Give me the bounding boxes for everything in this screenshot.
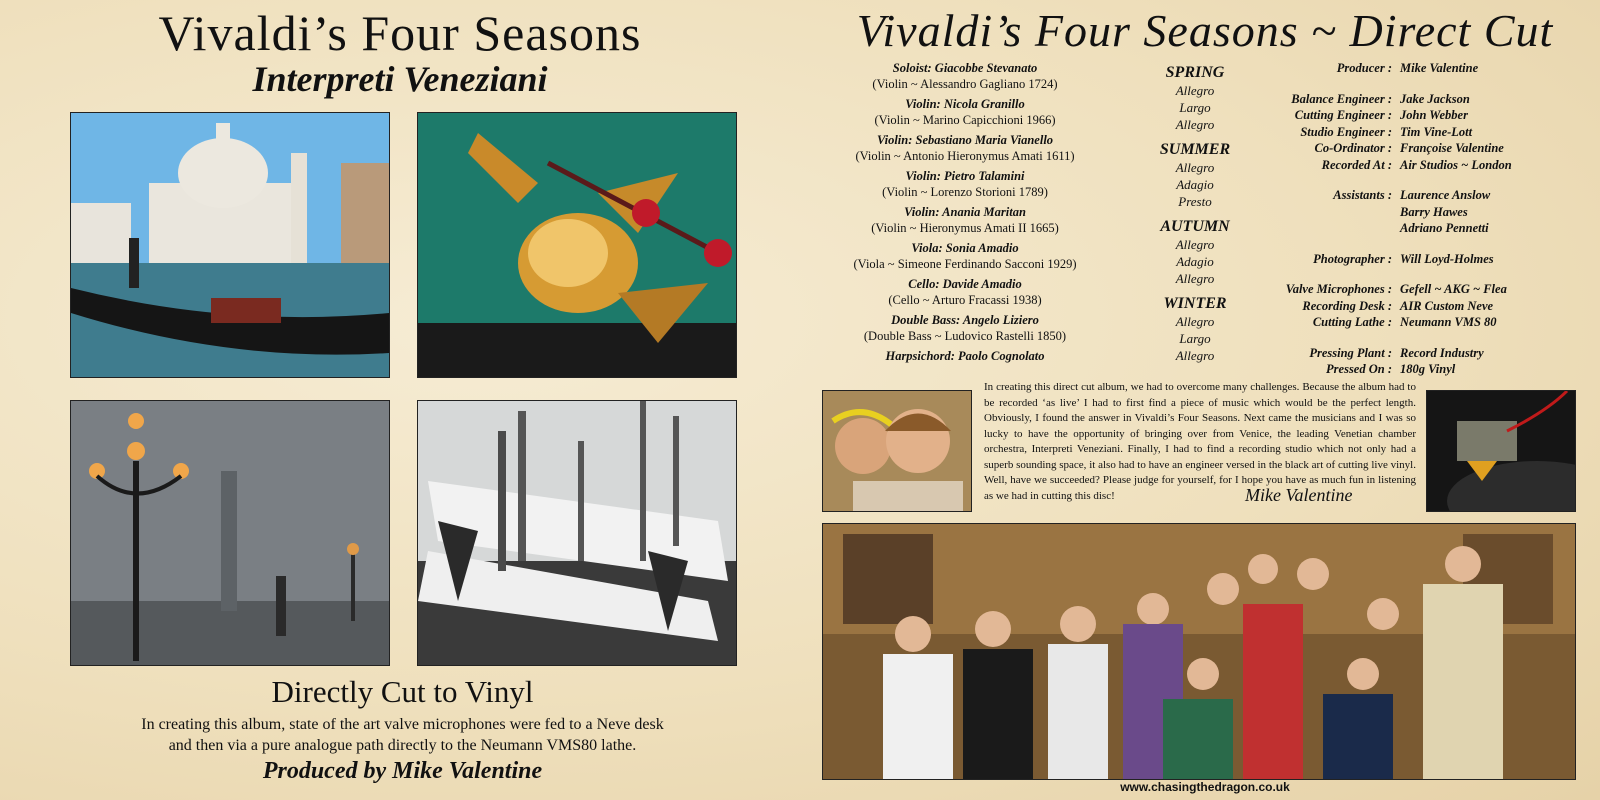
musician-entry	[830, 132, 1100, 164]
credit-row	[1250, 140, 1590, 157]
credit-row	[1250, 361, 1590, 378]
credit-name: Adriano Pennetti	[1400, 221, 1489, 235]
credit-row	[1250, 107, 1590, 124]
credit-spacer	[1250, 331, 1590, 345]
musician-instrument: (Viola ~ Simeone Ferdinando Sacconi 1929)	[853, 257, 1077, 271]
credit-name: Gefell ~ AKG ~ Flea	[1400, 282, 1507, 296]
credit-role	[1250, 204, 1400, 221]
credit-name: 180g Vinyl	[1400, 362, 1456, 376]
credit-name: Mike Valentine	[1400, 61, 1479, 75]
musician-instrument: (Double Bass ~ Ludovico Rastelli 1850)	[863, 329, 1067, 343]
foggy-lamps-photo	[70, 400, 390, 666]
production-credits	[1250, 60, 1590, 378]
credit-name: Tim Vine-Lott	[1400, 124, 1473, 139]
movement: Largo	[1179, 331, 1211, 346]
credit-spacer	[1250, 77, 1590, 91]
musician-entry	[830, 96, 1100, 128]
musician-name: Cello: Davide Amadio	[908, 277, 1022, 291]
credit-role: Valve Microphones :	[1285, 282, 1392, 296]
credit-name: Laurence Anslow	[1400, 188, 1491, 202]
producer-photo	[822, 390, 972, 512]
musician-instrument: (Violin ~ Alessandro Gagliano 1724)	[872, 77, 1058, 91]
credit-role: Pressing Plant :	[1309, 345, 1392, 360]
credit-role: Cutting Engineer :	[1294, 108, 1392, 122]
season-name: AUTUMN	[1160, 218, 1230, 235]
credit-row	[1250, 60, 1590, 77]
vinyl-description	[100, 714, 705, 756]
movement: Allegro	[1175, 117, 1215, 132]
movement: Allegro	[1175, 348, 1215, 363]
movement: Allegro	[1175, 237, 1215, 252]
musician-name: Violin: Nicola Granillo	[905, 97, 1025, 111]
credit-role	[1250, 220, 1400, 237]
credit-name: Neumann VMS 80	[1400, 315, 1497, 329]
movement: Allegro	[1175, 314, 1215, 329]
credit-name: Air Studios ~ London	[1400, 157, 1512, 172]
movement: Largo	[1179, 100, 1211, 115]
snowy-gondolas-photo	[417, 400, 737, 666]
credit-role: Recording Desk :	[1302, 298, 1392, 313]
credit-name: Record Industry	[1400, 345, 1484, 360]
producer-note: In creating this direct cut album, we had to overcome many challenges. Because the album had to be recorded ‘as live’ I had to first find a piece of music which would be the perfect length. Obviously, I found the answer in Vivaldi’s Four Seasons. Next came the musicians and I was so lucky to have the opportunity of bringing over from Venice, the leading Venetian chamber orchestra, Interpreti Veneziani. Finally, I had to find a recording studio which not only had a superb sounding space, it also had to have an engineer versed in the black art of cutting live vinyl. Well, have we succeeded? Please judge for yourself, for I hope you have as much fun in listening as we had in cutting this disc!	[984, 381, 1416, 502]
musician-entry	[830, 348, 1100, 364]
musician-name: Viola: Sonia Amadio	[911, 241, 1019, 255]
musician-entry	[830, 60, 1100, 92]
season-block	[1125, 141, 1265, 210]
credit-row	[1250, 281, 1590, 298]
venice-basilica-photo	[70, 112, 390, 378]
credit-row	[1250, 124, 1590, 141]
credit-row	[1250, 314, 1590, 331]
credit-row	[1250, 187, 1590, 204]
credit-spacer	[1250, 237, 1590, 251]
vinyl-line-2: and then via a pure analogue path directly to the Neumann VMS80 lathe.	[168, 737, 637, 754]
credit-role: Cutting Lathe :	[1312, 315, 1392, 329]
credit-role: Assistants :	[1333, 188, 1392, 202]
credit-name: AIR Custom Neve	[1400, 298, 1494, 313]
credit-row	[1250, 298, 1590, 315]
musician-instrument: (Cello ~ Arturo Fracassi 1938)	[888, 293, 1042, 307]
musician-entry	[830, 312, 1100, 344]
credit-name: Barry Hawes	[1400, 204, 1468, 219]
credit-row	[1250, 220, 1590, 237]
musician-entry	[830, 168, 1100, 200]
produced-by: Produced by Mike Valentine	[262, 758, 543, 784]
musician-instrument: (Violin ~ Hieronymus Amati II 1665)	[871, 221, 1059, 235]
credit-role: Photographer :	[1313, 251, 1392, 266]
movement: Adagio	[1176, 254, 1214, 269]
credit-role: Producer :	[1336, 61, 1392, 75]
website-url[interactable]: www.chasingthedragon.co.uk	[1120, 780, 1290, 794]
group-studio-photo	[822, 523, 1576, 780]
musician-name: Double Bass: Angelo Liziero	[891, 313, 1039, 327]
credit-role: Balance Engineer :	[1291, 91, 1392, 106]
season-name: SPRING	[1165, 64, 1225, 81]
turntable-photo	[1426, 390, 1576, 512]
credit-row	[1250, 157, 1590, 174]
musician-list	[830, 60, 1100, 368]
movement: Adagio	[1176, 177, 1214, 192]
musician-name: Soloist: Giacobbe Stevanato	[892, 61, 1038, 75]
credit-role: Pressed On :	[1326, 362, 1392, 376]
vinyl-heading: Directly Cut to Vinyl	[271, 674, 534, 709]
producer-signature: Mike Valentine	[1245, 485, 1353, 505]
season-block	[1125, 218, 1265, 287]
movement: Presto	[1178, 194, 1212, 209]
musician-instrument: (Violin ~ Antonio Hieronymus Amati 1611)	[855, 149, 1075, 163]
credit-spacer	[1250, 173, 1590, 187]
credit-row	[1250, 204, 1590, 221]
season-name: SUMMER	[1159, 141, 1231, 158]
credit-role: Recorded At :	[1321, 157, 1392, 172]
musician-instrument: (Violin ~ Marino Capicchioni 1966)	[874, 113, 1056, 127]
vinyl-line-1: In creating this album, state of the art valve microphones were fed to a Neve desk	[141, 716, 664, 733]
credit-row	[1250, 345, 1590, 362]
movement: Allegro	[1175, 160, 1215, 175]
musician-name: Violin: Pietro Talamini	[905, 169, 1025, 183]
seasons-list	[1125, 60, 1265, 364]
credit-spacer	[1250, 267, 1590, 281]
season-name: WINTER	[1163, 295, 1227, 312]
credit-row	[1250, 251, 1590, 268]
credit-name: Jake Jackson	[1400, 91, 1470, 106]
musician-instrument: (Violin ~ Lorenzo Storioni 1789)	[882, 185, 1048, 199]
golden-cherub-photo	[417, 112, 737, 378]
credit-role: Studio Engineer :	[1300, 124, 1392, 139]
movement: Allegro	[1175, 83, 1215, 98]
credit-row	[1250, 91, 1590, 108]
musician-entry	[830, 276, 1100, 308]
musician-entry	[830, 240, 1100, 272]
musician-name: Violin: Anania Maritan	[904, 205, 1026, 219]
credit-name: Will Loyd-Holmes	[1400, 251, 1494, 266]
movement: Allegro	[1175, 271, 1215, 286]
musician-entry	[830, 204, 1100, 236]
credit-name: John Webber	[1400, 108, 1468, 122]
musician-name: Harpsichord: Paolo Cognolato	[885, 349, 1045, 363]
season-block	[1125, 64, 1265, 133]
musician-name: Violin: Sebastiano Maria Vianello	[876, 133, 1054, 147]
credit-name: Françoise Valentine	[1400, 141, 1504, 155]
season-block	[1125, 295, 1265, 364]
direct-cut-title: Vivaldi’s Four Seasons ~ Direct Cut	[856, 5, 1554, 56]
ensemble-subtitle: Interpreti Veneziani	[252, 59, 548, 99]
album-title: Vivaldi’s Four Seasons	[158, 5, 642, 61]
credit-role: Co-Ordinator :	[1314, 141, 1392, 155]
